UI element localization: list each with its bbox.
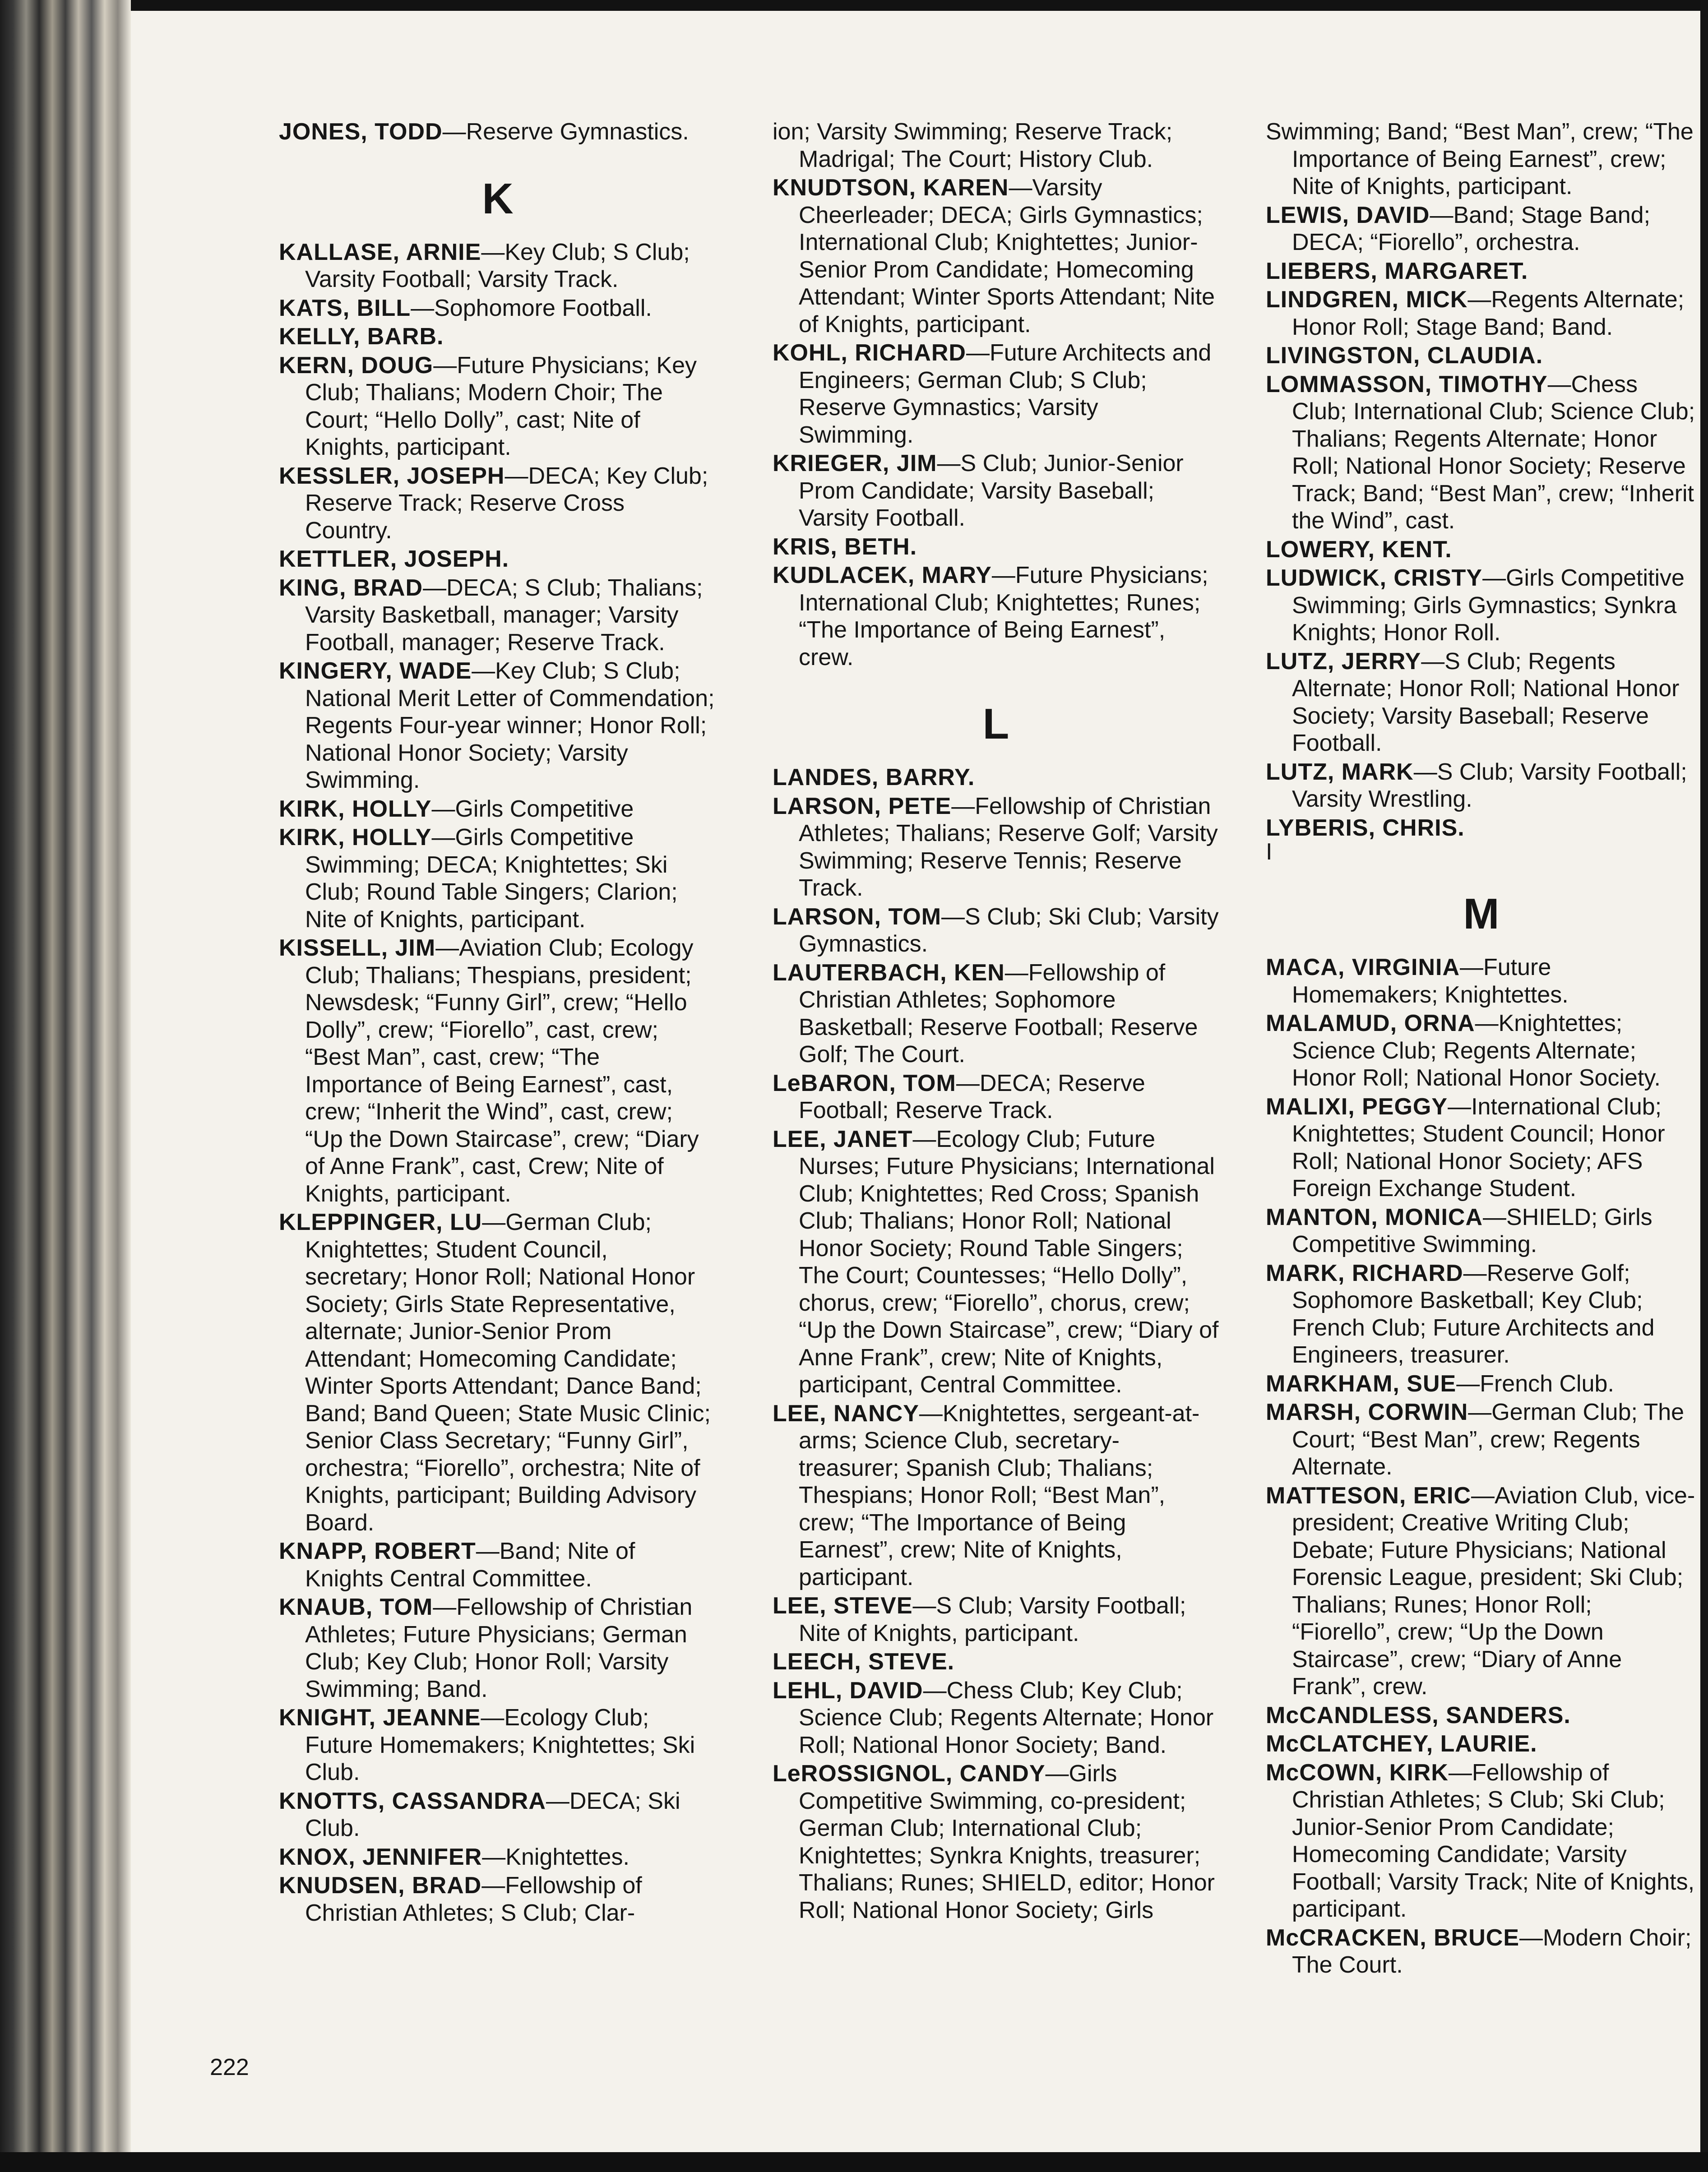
directory-entry	[1266, 1759, 1697, 1923]
student-name: KOHL, RICHARD	[773, 340, 966, 366]
student-activities: ion; Varsity Swimming; Reserve Track; Madrigal; The Court; History Club.	[773, 119, 1173, 172]
directory-entry	[279, 118, 717, 146]
student-name: LIVINGSTON, CLAUDIA.	[1266, 342, 1543, 369]
student-activities: —S Club; Varsity Football; Varsity Wrestling.	[1292, 758, 1687, 812]
student-activities: —Girls Competitive Swimming; Girls Gymnastics; Synkra Knights; Honor Roll.	[1292, 565, 1685, 646]
student-name: LINDGREN, MICK	[1266, 287, 1468, 313]
student-name: LEHL, DAVID	[773, 1677, 923, 1704]
student-name: MARSH, CORWIN	[1266, 1399, 1468, 1425]
student-activities: —SHIELD; Girls Competitive Swimming.	[1292, 1204, 1652, 1257]
page-number: 222	[210, 2054, 249, 2080]
student-name: LIEBERS, MARGARET.	[1266, 258, 1528, 284]
student-activities: —Ecology Club; Future Homemakers; Knightettes; Ski Club.	[305, 1705, 695, 1785]
directory-entry	[1266, 1924, 1697, 1979]
directory-entry	[279, 1844, 717, 1871]
directory-entry	[1266, 371, 1697, 535]
student-activities: —Knightettes.	[482, 1844, 630, 1870]
directory-entry	[279, 934, 717, 1207]
student-name: LANDES, BARRY.	[773, 764, 975, 790]
directory-column-1	[279, 118, 717, 1928]
student-name: LEE, STEVE	[773, 1593, 913, 1619]
student-activities: —Chess Club; Key Club; Science Club; Regents Alternate; Honor Roll; National Honor Society; Band.	[799, 1677, 1214, 1758]
directory-entry	[1266, 814, 1697, 842]
student-activities: —Fellowship of Christian Athletes; Thalians; Reserve Golf; Varsity Swimming; Reserve Tennis; Reserve Track.	[799, 793, 1218, 901]
directory-entry	[1266, 1399, 1697, 1481]
directory-entry	[1266, 342, 1697, 370]
student-activities: —Varsity Cheerleader; DECA; Girls Gymnastics; International Club; Knightettes; Junior-Senior Prom Candidate; Homecoming Attendant; Winter Sports Attendant; Nite of Knights, participant.	[799, 175, 1215, 337]
student-name: KINGERY, WADE	[279, 658, 472, 684]
student-name: MARKHAM, SUE	[1266, 1370, 1457, 1397]
student-name: LOWERY, KENT.	[1266, 536, 1452, 563]
student-activities: —Aviation Club, vice-president; Creative Writing Club; Debate; Future Physicians; National Forensic League, president; Ski Club; Thalians; Runes; Honor Roll; “Fiorello”, crew; “Up the Down Staircase”, crew; “Diary of Anne Frank”, crew.	[1292, 1482, 1695, 1700]
student-name: KERN, DOUG	[279, 352, 434, 379]
student-name: KNUDTSON, KAREN	[773, 175, 1009, 201]
student-name: KNOX, JENNIFER	[279, 1844, 482, 1870]
directory-entry	[279, 1538, 717, 1592]
student-activities: —German Club; Knightettes; Student Council, secretary; Honor Roll; National Honor Society; Girls State Representative, alternate; Junior-Senior Prom Attendant; Homecoming Candidate; Winter Sports Attendant; Dance Band; Band; Band Queen; State Music Clinic; Senior Class Secretary; “Funny Girl”, orchestra; “Fiorello”, orchestra; Nite of Knights, participant; Building Advisory Board.	[305, 1209, 711, 1536]
student-name: KETTLER, JOSEPH.	[279, 546, 509, 572]
directory-entry	[773, 764, 1219, 791]
student-activities: —Future Architects and Engineers; German Club; S Club; Reserve Gymnastics; Varsity Swimming.	[799, 340, 1212, 448]
directory-entry	[1266, 1370, 1697, 1398]
top-border	[131, 0, 1708, 11]
student-name: LAUTERBACH, KEN	[773, 959, 1005, 986]
student-name: LEE, JANET	[773, 1126, 913, 1152]
student-name: McCLATCHEY, LAURIE.	[1266, 1731, 1537, 1757]
student-name: KRIEGER, JIM	[773, 450, 937, 476]
student-name: LUDWICK, CRISTY	[1266, 565, 1483, 591]
directory-entry	[279, 657, 717, 794]
student-activities: —Fellowship of Christian Athletes; Future Physicians; German Club; Key Club; Honor Roll; Varsity Swimming; Band.	[305, 1594, 693, 1702]
student-name: KIRK, HOLLY	[279, 795, 432, 822]
student-name: LUTZ, JERRY	[1266, 648, 1421, 675]
directory-entry	[279, 462, 717, 545]
student-name: MALIXI, PEGGY	[1266, 1093, 1448, 1120]
directory-entry	[1266, 1260, 1697, 1369]
student-name: KING, BRAD	[279, 574, 423, 601]
directory-entry	[1266, 648, 1697, 757]
student-name: LeBARON, TOM	[773, 1070, 956, 1096]
student-name: LARSON, PETE	[773, 793, 952, 819]
student-activities: —International Club; Knightettes; Student Council; Honor Roll; National Honor Society; AFS Foreign Exchange Student.	[1292, 1093, 1665, 1202]
directory-entry	[773, 1760, 1219, 1924]
student-name: LOMMASSON, TIMOTHY	[1266, 371, 1548, 397]
student-name: McCRACKEN, BRUCE	[1266, 1924, 1520, 1951]
student-name: MATTESON, ERIC	[1266, 1482, 1472, 1509]
student-activities: —DECA; Key Club; Reserve Track; Reserve Cross Country.	[305, 462, 708, 544]
student-name: KNUDSEN, BRAD	[279, 1872, 482, 1899]
directory-entry	[773, 533, 1219, 561]
student-activities: —Future Physicians; Key Club; Thalians; Modern Choir; The Court; “Hello Dolly”, cast; Nite of Knights, participant.	[305, 352, 697, 460]
student-activities: —Fellowship of Christian Athletes; S Club; Ski Club; Junior-Senior Prom Candidate; Homecoming Candidate; Varsity Football; Varsity Track; Nite of Knights, participant.	[1292, 1759, 1695, 1922]
directory-entry	[1266, 1482, 1697, 1701]
student-name: KLEPPINGER, LU	[279, 1209, 482, 1235]
student-activities: —Reserve Gymnastics.	[442, 119, 689, 145]
stray-mark: I	[1266, 839, 1273, 865]
student-name: LYBERIS, CHRIS.	[1266, 814, 1465, 841]
directory-entry	[1266, 1010, 1697, 1092]
bottom-border	[0, 2152, 1708, 2172]
directory-entry	[773, 959, 1219, 1068]
student-activities: —Chess Club; International Club; Science Club; Thalians; Regents Alternate; Honor Roll; National Honor Society; Reserve Track; Band; “Best Man”, crew; “Inherit the Wind”, cast.	[1292, 371, 1695, 534]
student-activities: —Fellowship of Christian Athletes; Sophomore Basketball; Reserve Football; Reserve Golf; The Court.	[799, 959, 1198, 1068]
student-activities: Swimming; Band; “Best Man”, crew; “The Importance of Being Earnest”, crew; Nite of Knights, participant.	[1266, 119, 1694, 199]
student-name: KNOTTS, CASSANDRA	[279, 1788, 546, 1814]
student-activities: —Band; Nite of Knights Central Committee.	[305, 1538, 635, 1592]
directory-entry	[1266, 1204, 1697, 1258]
student-activities: —Key Club; S Club; Varsity Football; Varsity Track.	[305, 239, 690, 292]
student-name: KELLY, BARB.	[279, 323, 444, 350]
student-name: KIRK, HOLLY	[279, 824, 432, 850]
student-name: KESSLER, JOSEPH	[279, 462, 505, 489]
student-activities: —DECA; Ski Club.	[305, 1788, 680, 1841]
directory-entry	[773, 1400, 1219, 1591]
student-activities: —Future Physicians; International Club; Knightettes; Runes; “The Importance of Being Earnest”, crew.	[799, 562, 1208, 670]
directory-entry	[1266, 564, 1697, 647]
student-activities: —Girls Competitive Swimming, co-president; German Club; International Club; Knightettes; Synkra Knights, treasurer; Thalians; Runes; SHIELD, editor; Honor Roll; National Honor Society; Girls	[799, 1761, 1215, 1923]
student-activities: —S Club; Junior-Senior Prom Candidate; Varsity Baseball; Varsity Football.	[799, 450, 1184, 531]
directory-entry	[1266, 758, 1697, 813]
student-activities: —Ecology Club; Future Nurses; Future Physicians; International Club; Knightettes; Red Cross; Spanish Club; Thalians; Honor Roll; National Honor Society; Round Table Singers; The Court; Countesses; “Hello Dolly”, chorus, crew; “Fiorello”, chorus, crew; “Up the Down Staircase”, crew; “Diary of Anne Frank”, crew; Nite of Knights, participant, Central Committee.	[799, 1126, 1219, 1398]
student-name: MALAMUD, ORNA	[1266, 1010, 1475, 1036]
directory-entry	[1266, 1730, 1697, 1758]
student-name: McCANDLESS, SANDERS.	[1266, 1702, 1571, 1728]
student-activities: —S Club; Ski Club; Varsity Gymnastics.	[799, 903, 1219, 957]
directory-entry	[279, 824, 717, 933]
directory-entry	[279, 795, 717, 823]
student-name: MANTON, MONICA	[1266, 1204, 1483, 1230]
student-name: KNAUB, TOM	[279, 1594, 433, 1620]
directory-entry	[1266, 202, 1697, 256]
student-activities: —Fellowship of Christian Athletes; S Club; Clar-	[305, 1872, 642, 1926]
student-activities: —Regents Alternate; Honor Roll; Stage Band; Band.	[1292, 287, 1685, 340]
student-activities: —Knightettes, sergeant-at-arms; Science Club, secretary-treasurer; Spanish Club; Thalians; Thespians; Honor Roll; “Best Man”, crew; “The Importance of Being Earnest”, crew; Nite of Knights, participant.	[799, 1400, 1200, 1590]
directory-column-3	[1266, 118, 1697, 1980]
student-activities: —Modern Choir; The Court.	[1292, 1924, 1692, 1978]
section-letter: M	[1463, 890, 1500, 938]
student-name: KATS, BILL	[279, 295, 411, 321]
student-activities: —DECA; S Club; Thalians; Varsity Basketball, manager; Varsity Football, manager; Reserve Track.	[305, 574, 703, 656]
student-name: LeROSSIGNOL, CANDY	[773, 1761, 1046, 1787]
directory-entry	[773, 562, 1219, 671]
student-name: LUTZ, MARK	[1266, 758, 1414, 785]
student-name: KISSELL, JIM	[279, 935, 436, 961]
student-activities: —Girls Competitive Swimming; DECA; Knightettes; Ski Club; Round Table Singers; Clarion; Nite of Knights, participant.	[305, 824, 678, 933]
directory-entry	[773, 1070, 1219, 1124]
student-activities: —Band; Stage Band; DECA; “Fiorello”, orchestra.	[1292, 202, 1651, 255]
directory-entry	[279, 1788, 717, 1842]
directory-entry	[1266, 118, 1697, 200]
directory-entry	[279, 1594, 717, 1703]
student-name: JONES, TODD	[279, 119, 443, 145]
student-name: LEECH, STEVE.	[773, 1649, 955, 1675]
directory-entry	[1266, 258, 1697, 285]
directory-entry	[279, 1209, 717, 1536]
directory-entry	[1266, 1093, 1697, 1202]
student-name: LEE, NANCY	[773, 1400, 919, 1427]
directory-entry	[773, 339, 1219, 448]
student-activities: —Reserve Golf; Sophomore Basketball; Key Club; French Club; Future Architects and Engineers, treasurer.	[1292, 1260, 1655, 1368]
right-border	[1700, 0, 1708, 2172]
directory-entry	[279, 295, 717, 322]
directory-entry	[279, 545, 717, 573]
directory-entry	[773, 1126, 1219, 1399]
student-name: KNAPP, ROBERT	[279, 1538, 476, 1564]
directory-entry	[773, 118, 1219, 173]
student-name: KRIS, BETH.	[773, 533, 917, 560]
directory-entry	[279, 323, 717, 351]
student-activities: —DECA; Reserve Football; Reserve Track.	[799, 1070, 1145, 1123]
book-spine-edge	[0, 0, 131, 2172]
directory-entry	[1266, 1702, 1697, 1729]
directory-entry	[773, 903, 1219, 958]
student-activities: —S Club; Varsity Football; Nite of Knights, participant.	[799, 1593, 1186, 1646]
student-activities: —Aviation Club; Ecology Club; Thalians; Thespians, president; Newsdesk; “Funny Girl”, crew; “Hello Dolly”, crew; “Fiorello”, cast, crew; “Best Man”, cast, crew; “The Importance of Being Earnest”, cast, crew; “Inherit the Wind”, cast, crew; “Up the Down Staircase”, crew; “Diary of Anne Frank”, cast, Crew; Nite of Knights, participant.	[305, 935, 699, 1207]
directory-entry	[279, 352, 717, 461]
directory-column-2	[773, 118, 1219, 1925]
student-name: MARK, RICHARD	[1266, 1260, 1463, 1286]
student-name: KUDLACEK, MARY	[773, 562, 992, 588]
student-name: KALLASE, ARNIE	[279, 239, 481, 265]
directory-entry	[773, 174, 1219, 338]
directory-entry	[1266, 954, 1697, 1008]
student-activities: —Girls Competitive	[431, 795, 634, 822]
student-activities: —Knightettes; Science Club; Regents Alternate; Honor Roll; National Honor Society.	[1292, 1010, 1661, 1091]
student-name: LARSON, TOM	[773, 903, 942, 930]
directory-entry	[279, 1872, 717, 1927]
directory-entry	[279, 574, 717, 656]
directory-entry	[773, 1677, 1219, 1759]
student-name: LEWIS, DAVID	[1266, 202, 1430, 228]
directory-entry	[773, 450, 1219, 532]
student-name: McCOWN, KIRK	[1266, 1759, 1449, 1786]
student-name: MACA, VIRGINIA	[1266, 954, 1460, 980]
student-name: KNIGHT, JEANNE	[279, 1705, 481, 1731]
student-activities: —German Club; The Court; “Best Man”, crew; Regents Alternate.	[1292, 1399, 1685, 1480]
directory-entry	[773, 1592, 1219, 1647]
directory-entry	[1266, 286, 1697, 341]
directory-entry	[279, 1704, 717, 1786]
student-activities: —Sophomore Football.	[411, 295, 652, 321]
directory-entry	[773, 793, 1219, 902]
directory-entry	[279, 239, 717, 293]
directory-entry	[1266, 536, 1697, 564]
section-letter: L	[982, 700, 1009, 748]
student-activities: —French Club.	[1456, 1370, 1614, 1397]
student-activities: —Future Homemakers; Knightettes.	[1292, 954, 1569, 1008]
student-activities: —Key Club; S Club; National Merit Letter of Commendation; Regents Four-year winner; Honor Roll; National Honor Society; Varsity Swimming.	[305, 658, 715, 793]
directory-entry	[773, 1648, 1219, 1676]
student-activities: —S Club; Regents Alternate; Honor Roll; National Honor Society; Varsity Baseball; Reserve Football.	[1292, 648, 1680, 756]
section-letter: K	[482, 174, 514, 223]
